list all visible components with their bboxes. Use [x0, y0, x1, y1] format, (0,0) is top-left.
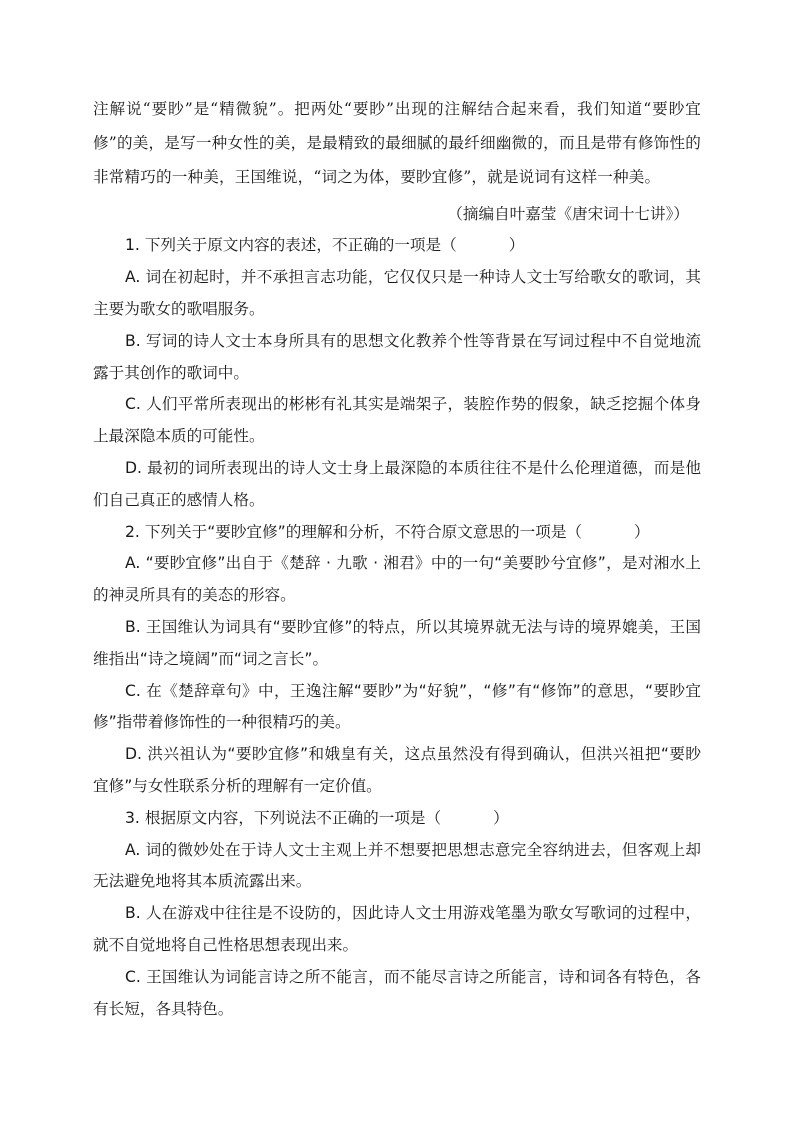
option-c: C. 人们平常所表现出的彬彬有礼其实是端架子，装腔作势的假象，缺乏挖掘个体身上最深隐本质的可能性。	[93, 395, 701, 446]
question-3	[93, 803, 701, 1026]
question-stem	[93, 803, 701, 835]
option-d: D. 洪兴祖认为“要眇宜修”和娥皇有关，这点虽然没有得到确认，但洪兴祖把“要眇宜修”与女性联系分析的理解有一定价值。	[93, 745, 701, 795]
option-a: A. “要眇宜修”出自于《楚辞 · 九歌 · 湘君》中的一句“美要眇兮宜修”，是对湘水上的神灵所具有的美态的形容。	[93, 554, 701, 605]
passage-paragraph: 注解说“要眇”是“精微貌”。把两处“要眇”出现的注解结合起来看，我们知道“要眇宜修”的美，是写一种女性的美，是最精致的最细腻的最纤细幽微的，而且是带有修饰性的非常精巧的一种美，王国维说，“词之为体，要眇宜修”，就是说词有这样一种美。	[93, 100, 701, 187]
question-stem-close: ）	[493, 808, 509, 827]
question-stem-text: 2. 下列关于“要眇宜修”的理解和分析，不符合原文意思的一项是（	[125, 522, 583, 541]
question-2	[93, 517, 701, 803]
question-1	[93, 230, 701, 516]
option-a: A. 词的微妙处在于诗人文士主观上并不想要把思想志意完全容纳进去，但客观上却无法避免地将其本质流露出来。	[93, 840, 701, 891]
passage-source: （摘编自叶嘉莹《唐宋词十七讲》）	[447, 204, 689, 223]
option-c: C. 在《楚辞章句》中，王逸注解“要眇”为“好貌”，“修”有“修饰”的意思，“要眇宜修”指带着修饰性的一种很精巧的美。	[93, 681, 701, 732]
option-a: A. 词在初起时，并不承担言志功能，它仅仅只是一种诗人文士写给歌女的歌词，其主要为歌女的歌唱服务。	[93, 268, 701, 318]
question-stem-text: 1. 下列关于原文内容的表述，不正确的一项是（	[125, 236, 457, 255]
option-b: B. 人在游戏中往往是不设防的，因此诗人文士用游戏笔墨为歌女写歌词的过程中，就不自觉地将自己性格思想表现出来。	[93, 904, 701, 954]
question-stem-close: ）	[508, 236, 525, 255]
document-page	[93, 92, 701, 1025]
question-stem	[93, 230, 701, 262]
question-stem	[93, 517, 701, 549]
option-b: B. 写词的诗人文士本身所具有的思想文化教养个性等背景在写词过程中不自觉地流露于其创作的歌词中。	[93, 331, 701, 382]
option-c: C. 王国维认为词能言诗之所不能言，而不能尽言诗之所能言，诗和词各有特色，各有长短，各具特色。	[93, 967, 701, 1018]
question-stem-close: ）	[634, 522, 650, 541]
question-stem-text: 3. 根据原文内容，下列说法不正确的一项是（	[125, 808, 442, 827]
option-b: B. 王国维认为词具有“要眇宜修”的特点，所以其境界就无法与诗的境界媲美，王国维指出“诗之境阔”而“词之言长”。	[93, 617, 701, 668]
option-d: D. 最初的词所表现出的诗人文士身上最深隐的本质往往不是什么伦理道德，而是他们自己真正的感情人格。	[93, 458, 701, 509]
